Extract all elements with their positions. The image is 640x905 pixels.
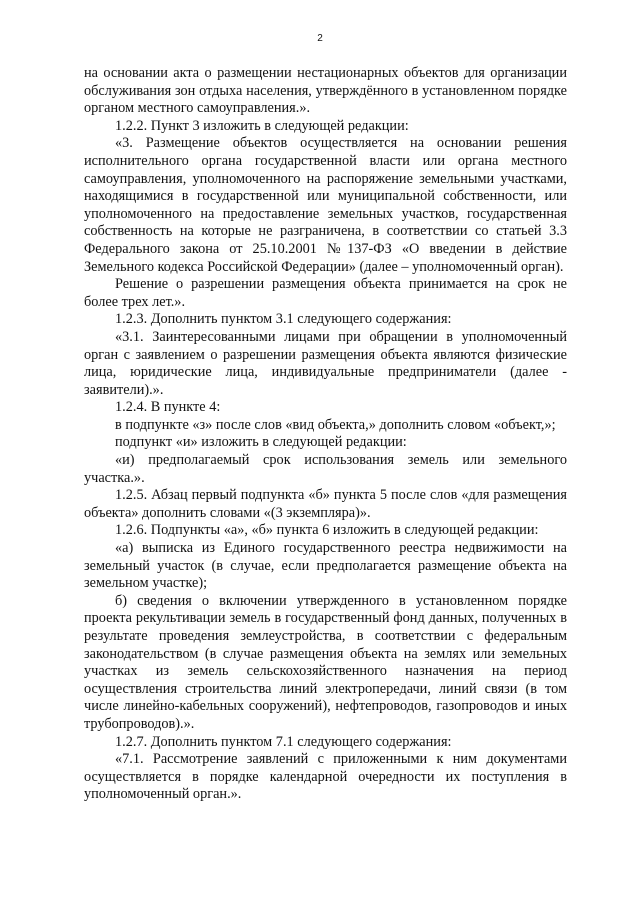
paragraph: «и) предполагаемый срок использования земель или земельного участка.». [84, 452, 567, 486]
paragraph: 1.2.6. Подпункты «а», «б» пункта 6 изложить в следующей редакции: [115, 522, 539, 539]
paragraph: 1.2.3. Дополнить пунктом 3.1 следующего содержания: [115, 311, 452, 328]
page-number: 2 [317, 33, 323, 44]
paragraph: «а) выписка из Единого государственного реестра недвижимости на земельный участок (в случае, если предполагается размещение объекта на земельном участке); [84, 540, 567, 592]
paragraph: 1.2.4. В пункте 4: [115, 399, 221, 416]
paragraph: в подпункте «з» после слов «вид объекта,» дополнить словом «объект,»; [115, 416, 556, 433]
paragraph: «3.1. Заинтересованными лицами при обращении в уполномоченный орган с заявлением о разрешении размещения объекта являются физические лица, юридические лица, индивидуальные предприниматели (далее - заявители).». [84, 328, 567, 398]
paragraph: «7.1. Рассмотрение заявлений с приложенными к ним документами осуществляется в порядке календарной очередности их поступления в уполномоченный орган.». [84, 751, 567, 803]
paragraph: 1.2.7. Дополнить пунктом 7.1 следующего содержания: [115, 733, 452, 750]
paragraph: 1.2.5. Абзац первый подпункта «б» пункта 5 после слов «для размещения объекта» дополнить словами «(3 экземпляра)». [84, 487, 567, 521]
document-body [84, 65, 567, 804]
paragraph: на основании акта о размещении нестационарных объектов для организации обслуживания зон отдыха населения, утверждённого в установленном порядке органом местного самоуправления.». [84, 65, 567, 117]
paragraph: подпункт «и» изложить в следующей редакции: [115, 434, 407, 451]
paragraph: б) сведения о включении утвержденного в установленном порядке проекта рекультивации земель в государственный фонд данных, полученных в результате проведения землеустройства, в соответствии с федеральным законодательством (в случае размещения объекта на землях или земельных участках из земель сельскохозяйственного назначения на период осуществления строительства линий электропередачи, линий связи (в том числе линейно-кабельных сооружений), нефтепроводов, газопроводов и иных трубопроводов).». [84, 592, 567, 732]
paragraph: Решение о разрешении размещения объекта принимается на срок не более трех лет.». [84, 276, 567, 310]
paragraph: 1.2.2. Пункт 3 изложить в следующей редакции: [115, 117, 409, 134]
paragraph: «3. Размещение объектов осуществляется на основании решения исполнительного органа государственной власти или органа местного самоуправления, уполномоченного на распоряжение земельными участками, находящимися в государственной или муниципальной собственности, или уполномоченного на предоставление земельных участков, государственная собственность на которые не разграничена, в соответствии со статьей 3.3 Федерального закона от 25.10.2001 №137-ФЗ «О введении в действие Земельного кодекса Российской Федерации» (далее – уполномоченный орган). [84, 135, 567, 275]
